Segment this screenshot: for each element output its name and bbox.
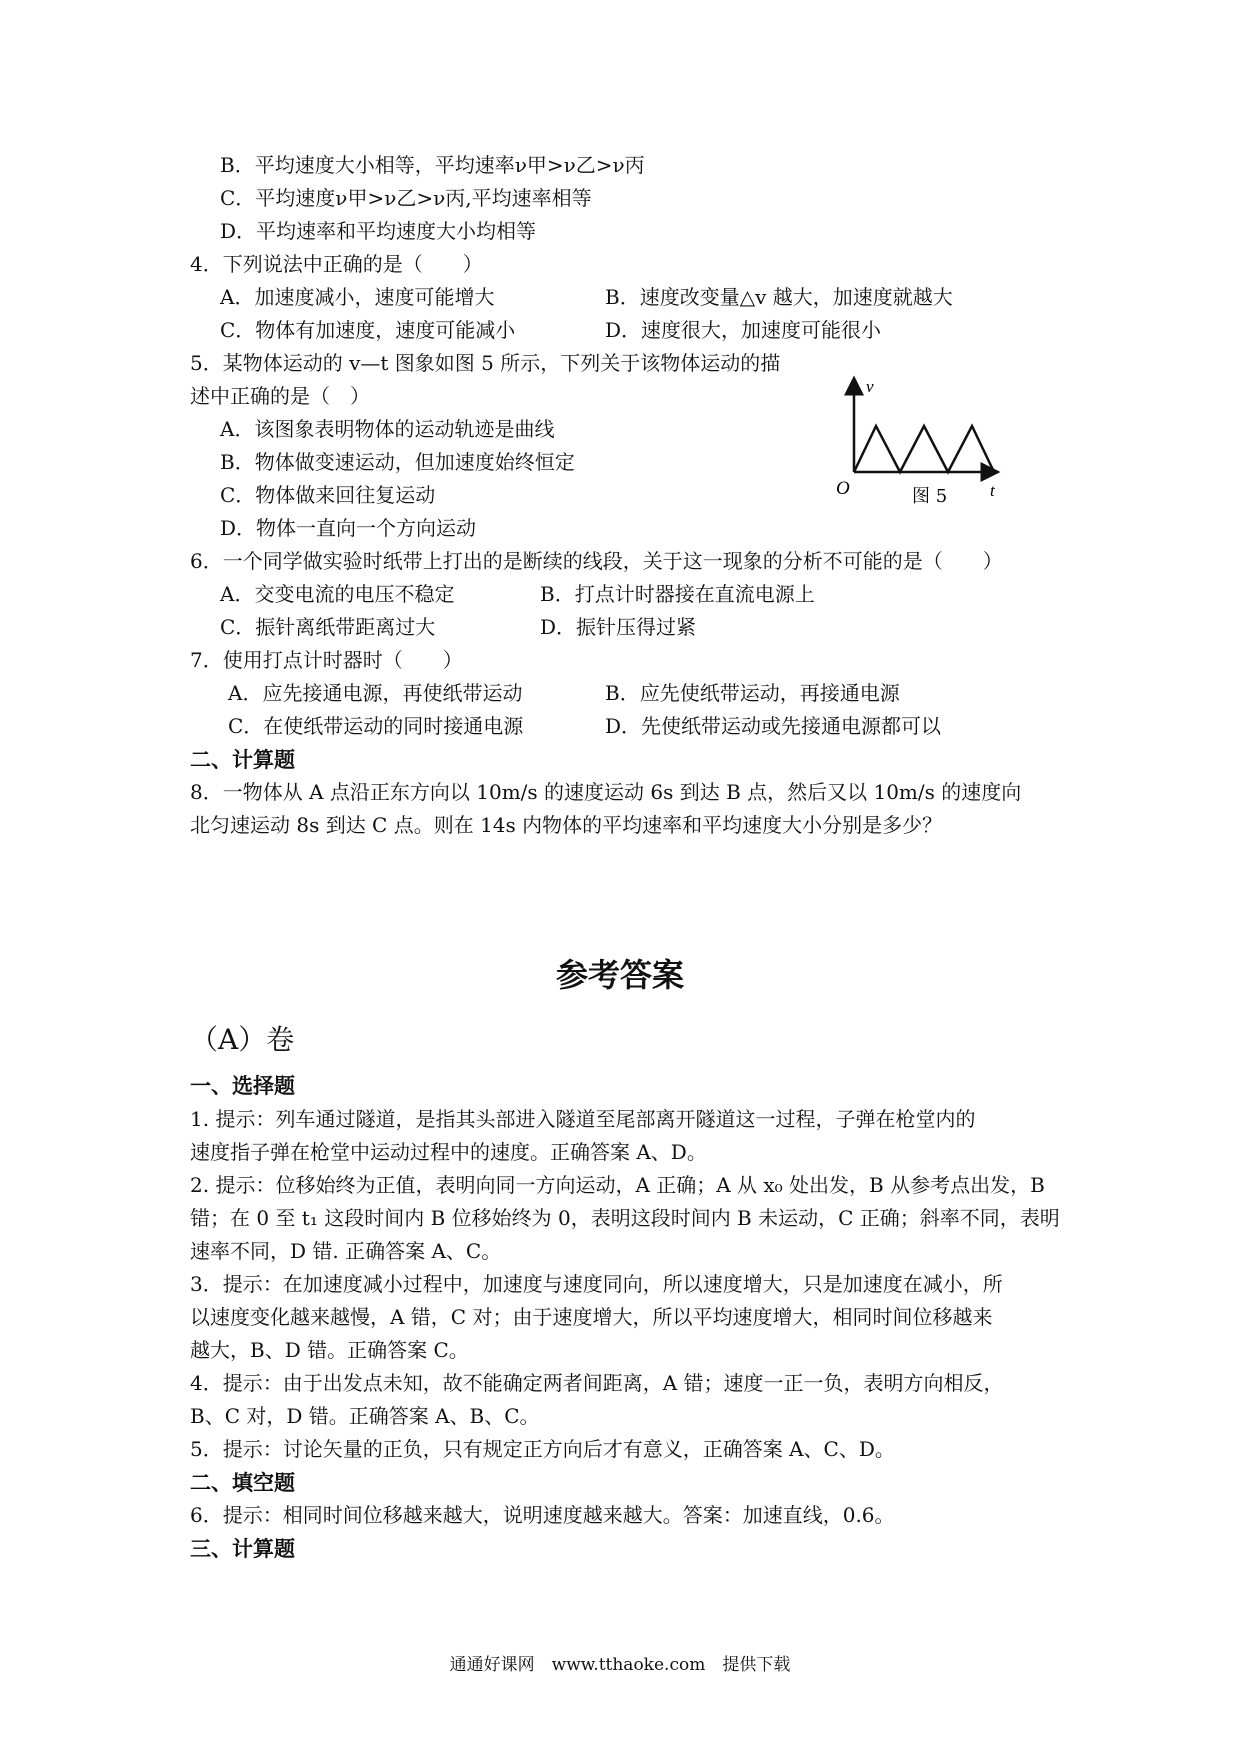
q7-option-b: B．应先使纸带运动，再接通电源 xyxy=(605,681,900,705)
answers-section1: 一、选择题 xyxy=(190,1073,295,1098)
q5-stem-line2: 述中正确的是（ ） xyxy=(190,384,370,408)
q5-option-d: D．物体一直向一个方向运动 xyxy=(220,516,477,540)
q4-option-c: C．物体有加速度，速度可能减小 xyxy=(220,318,516,342)
answers-section2: 二、填空题 xyxy=(190,1470,295,1495)
q4-option-a: A．加速度减小，速度可能增大 xyxy=(220,285,495,309)
answer-6: 6．提示：相同时间位移越来越大，说明速度越来越大。答案：加速直线，0.6。 xyxy=(190,1503,895,1527)
q3-option-c: C．平均速度ν甲>ν乙>ν丙,平均速率相等 xyxy=(220,186,592,210)
answer-4-line1: 4．提示：由于出发点未知，故不能确定两者间距离，A 错；速度一正一负，表明方向相反， xyxy=(190,1371,1004,1395)
q6-option-c: C．振针离纸带距离过大 xyxy=(220,615,436,639)
q5-stem-line1: 5．某物体运动的 v—t 图象如图 5 所示，下列关于该物体运动的描 xyxy=(190,351,781,375)
answer-1-line2: 速度指子弹在枪堂中运动过程中的速度。正确答案 A、D。 xyxy=(190,1140,707,1164)
q7-option-a: A．应先接通电源，再使纸带运动 xyxy=(228,681,523,705)
answers-section3: 三、计算题 xyxy=(190,1536,295,1561)
q8-line2: 北匀速运动 8s 到达 C 点。则在 14s 内物体的平均速率和平均速度大小分别是多少？ xyxy=(190,813,943,837)
q3-option-d: D．平均速率和平均速度大小均相等 xyxy=(220,219,537,243)
page-footer: 通通好课网 www.tthaoke.com 提供下载 xyxy=(449,1655,791,1675)
origin-label: O xyxy=(836,478,850,499)
q5-option-a: A．该图象表明物体的运动轨迹是曲线 xyxy=(220,417,555,441)
q7-option-d: D．先使纸带运动或先接通电源都可以 xyxy=(605,714,942,738)
q3-option-b: B．平均速度大小相等，平均速率ν甲>ν乙>ν丙 xyxy=(220,153,645,177)
q5-option-c: C．物体做来回往复运动 xyxy=(220,483,436,507)
q6-option-b: B．打点计时器接在直流电源上 xyxy=(540,582,815,606)
answer-2-line2: 错；在 0 至 t₁ 这段时间内 B 位移始终为 0，表明这段时间内 B 未运动，C 正确；斜率不同，表明 xyxy=(190,1206,1060,1230)
q6-option-d: D．振针压得过紧 xyxy=(540,615,697,639)
q4-stem: 4．下列说法中正确的是（ ） xyxy=(190,252,483,276)
q6-stem: 6．一个同学做实验时纸带上打出的是断续的线段，关于这一现象的分析不可能的是（ ） xyxy=(190,549,1003,573)
q5-option-b: B．物体做变速运动，但加速度始终恒定 xyxy=(220,450,575,474)
answer-2-line1: 2. 提示：位移始终为正值，表明向同一方向运动，A 正确；A 从 x₀ 处出发，B 从参考点出发，B xyxy=(190,1173,1045,1197)
t-axis-label: t xyxy=(990,481,995,500)
q8-line1: 8．一物体从 A 点沿正东方向以 10m/s 的速度运动 6s 到达 B 点，然后又以 10m/s 的速度向 xyxy=(190,780,1022,804)
answer-4-line2: B、C 对，D 错。正确答案 A、B、C。 xyxy=(190,1404,540,1428)
q4-option-d: D．速度很大，加速度可能很小 xyxy=(605,318,882,342)
section-heading-calc: 二、计算题 xyxy=(190,747,295,772)
answer-5: 5．提示：讨论矢量的正负，只有规定正方向后才有意义，正确答案 A、C、D。 xyxy=(190,1437,895,1461)
sawtooth-line xyxy=(854,426,994,472)
answers-title: 参考答案 xyxy=(555,956,684,994)
v-axis-label: v xyxy=(866,377,874,396)
answer-3-line2: 以速度变化越来越慢，A 错，C 对；由于速度增大，所以平均速度增大，相同时间位移越来 xyxy=(190,1305,993,1329)
figure-caption: 图 5 xyxy=(912,486,948,507)
q7-stem: 7．使用打点计时器时（ ） xyxy=(190,648,463,672)
q4-option-b: B．速度改变量△v 越大，加速度就越大 xyxy=(605,285,953,309)
answer-2-line3: 速率不同，D 错. 正确答案 A、C。 xyxy=(190,1239,502,1263)
paper-a-label: （A）卷 xyxy=(190,1023,295,1056)
answer-3-line3: 越大，B、D 错。正确答案 C。 xyxy=(190,1338,469,1362)
q6-option-a: A．交变电流的电压不稳定 xyxy=(220,582,455,606)
answer-1-line1: 1. 提示：列车通过隧道，是指其头部进入隧道至尾部离开隧道这一过程，子弹在枪堂内的 xyxy=(190,1107,976,1131)
q7-option-c: C．在使纸带运动的同时接通电源 xyxy=(228,714,524,738)
figure-5-vt-graph xyxy=(830,372,1010,512)
answer-3-line1: 3．提示：在加速度减小过程中，加速度与速度同向，所以速度增大，只是加速度在减小，所 xyxy=(190,1272,1003,1296)
